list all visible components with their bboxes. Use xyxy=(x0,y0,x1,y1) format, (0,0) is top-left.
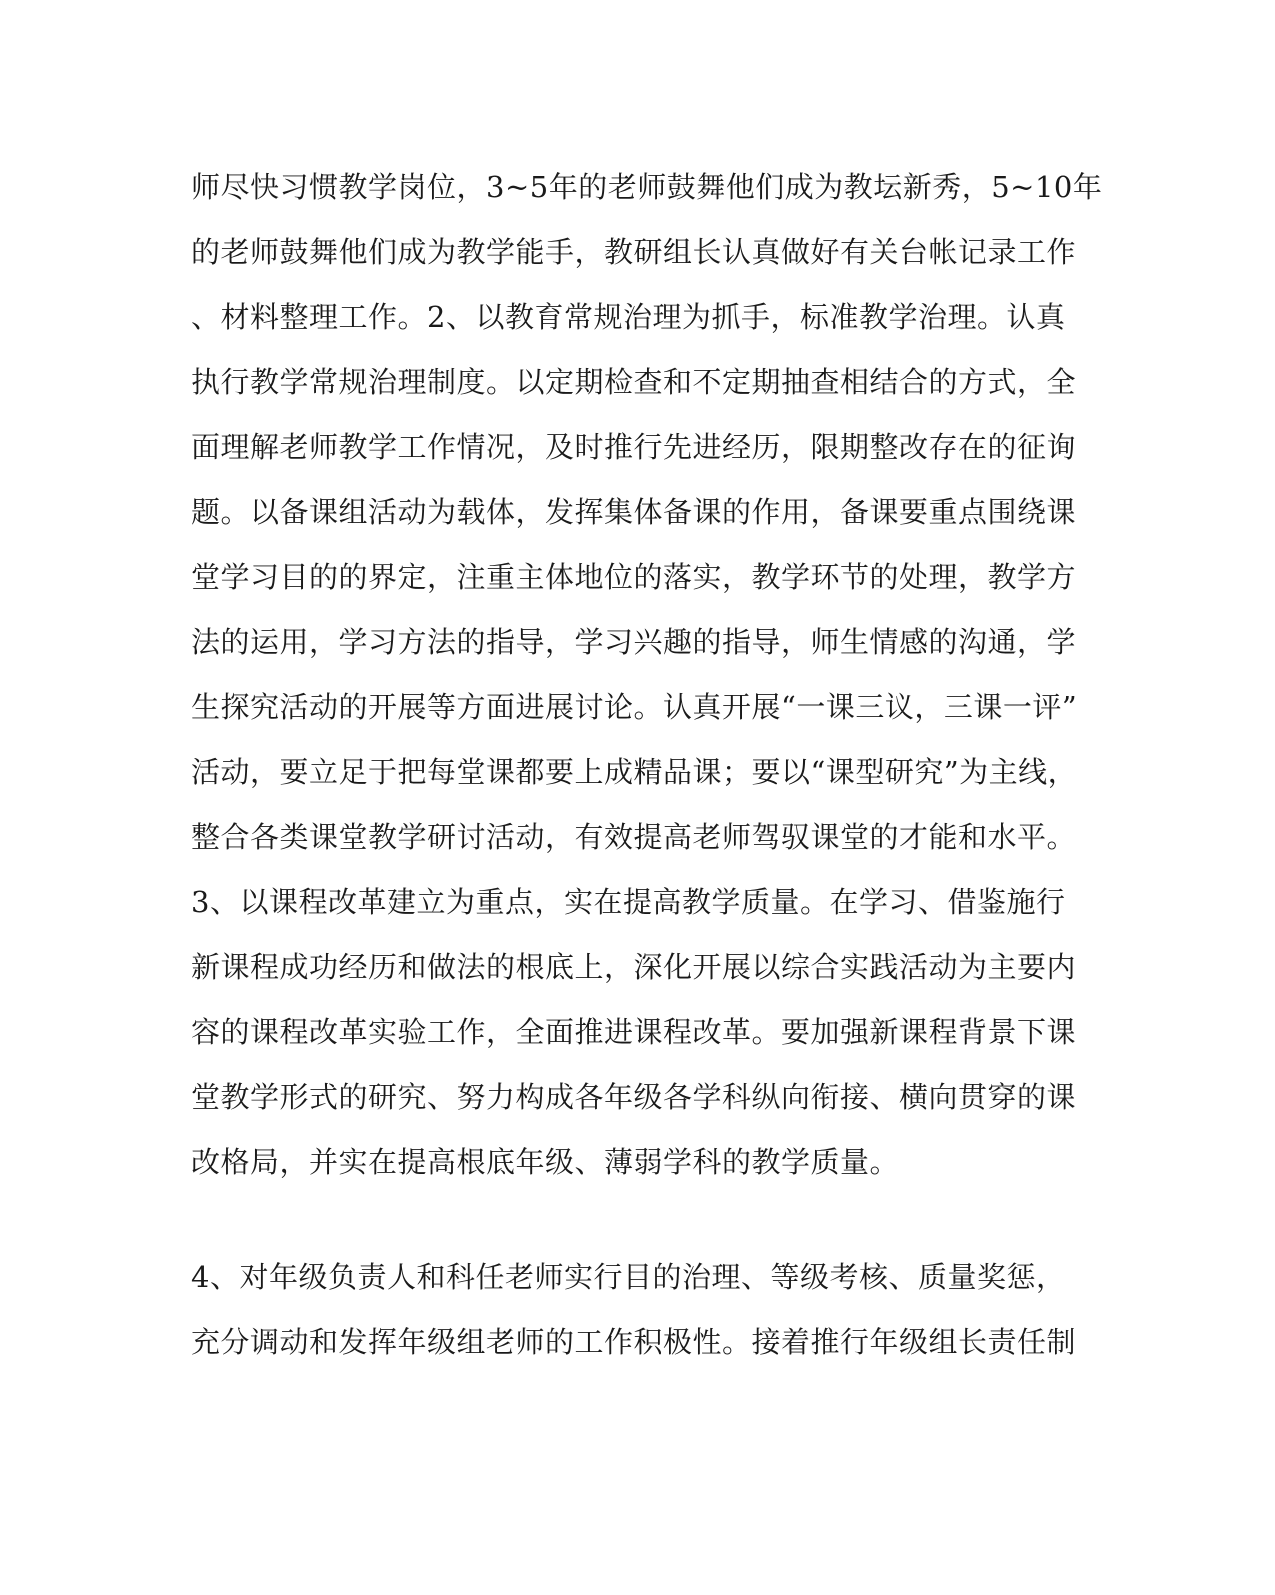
text-line: 堂教学形式的研究、努力构成各年级各学科纵向衔接、横向贯穿的课 xyxy=(191,1080,1077,1114)
text-line: 整合各类课堂教学研讨活动，有效提高老师驾驭课堂的才能和水平。 xyxy=(191,820,1077,854)
text-line: 师尽快习惯教学岗位，3~5年的老师鼓舞他们成为教坛新秀，5~10年 xyxy=(191,170,1103,204)
text-line: 活动，要立足于把每堂课都要上成精品课；要以“课型研究”为主线， xyxy=(191,755,1078,789)
text-line: 题。以备课组活动为载体，发挥集体备课的作用，备课要重点围绕课 xyxy=(191,495,1077,529)
paragraph-item-4 xyxy=(191,1245,1077,1375)
paragraph-main xyxy=(191,155,1103,1195)
text-line: 4、对年级负责人和科任老师实行目的治理、等级考核、质量奖惩， xyxy=(191,1260,1066,1294)
text-line: 新课程成功经历和做法的根底上，深化开展以综合实践活动为主要内 xyxy=(191,950,1077,984)
text-line: 执行教学常规治理制度。以定期检查和不定期抽查相结合的方式，全 xyxy=(191,365,1077,399)
text-line: 3、以课程改革建立为重点，实在提高教学质量。在学习、借鉴施行 xyxy=(191,885,1066,919)
text-line: 堂学习目的的界定，注重主体地位的落实，教学环节的处理，教学方 xyxy=(191,560,1077,594)
text-line: 充分调动和发挥年级组老师的工作积极性。接着推行年级组长责任制 xyxy=(191,1325,1077,1359)
text-line: 面理解老师教学工作情况，及时推行先进经历，限期整改存在的征询 xyxy=(191,430,1077,464)
text-line: 容的课程改革实验工作，全面推进课程改革。要加强新课程背景下课 xyxy=(191,1015,1077,1049)
text-line: 改格局，并实在提高根底年级、薄弱学科的教学质量。 xyxy=(191,1145,900,1179)
text-line: 的老师鼓舞他们成为教学能手，教研组长认真做好有关台帐记录工作 xyxy=(191,235,1077,269)
text-line: 、材料整理工作。2、以教育常规治理为抓手，标准教学治理。认真 xyxy=(191,300,1066,334)
text-line: 法的运用，学习方法的指导，学习兴趣的指导，师生情感的沟通，学 xyxy=(191,625,1077,659)
text-line: 生探究活动的开展等方面进展讨论。认真开展“一课三议，三课一评” xyxy=(191,690,1078,724)
